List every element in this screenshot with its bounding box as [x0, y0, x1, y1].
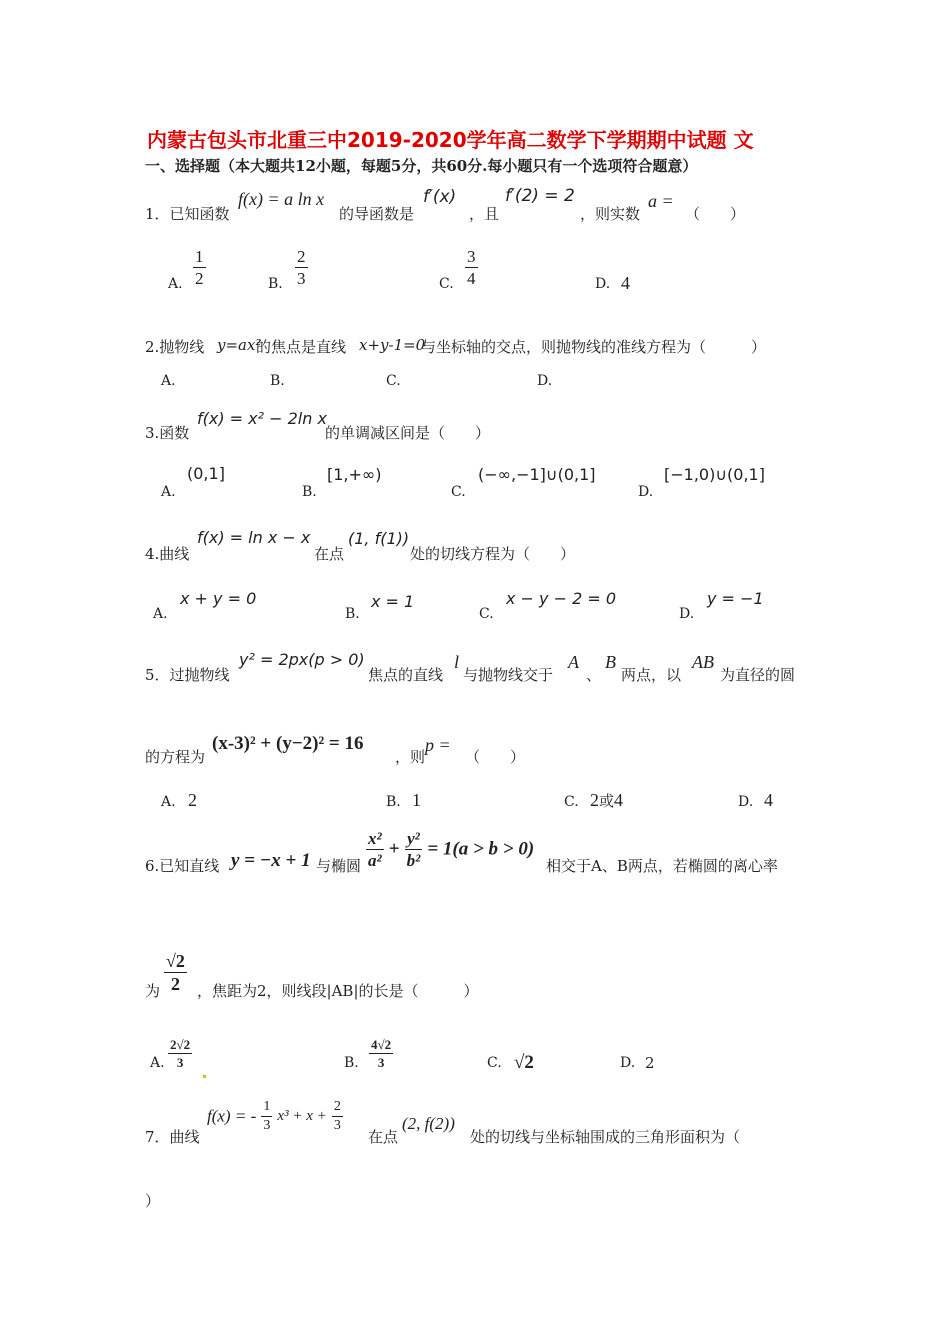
q4-text-tail: 处的切线方程为（ ）	[410, 545, 576, 563]
q5-option-d-value: 4	[764, 790, 773, 810]
section-heading: 一、选择题（本大题共12小题，每题5分，共60分.每小题只有一个选项符合题意）	[145, 157, 698, 175]
q5-answer-paren: （ ）	[465, 748, 526, 766]
q5-point-a: A	[568, 652, 579, 672]
q2-text-tail: 与坐标轴的交点，则抛物线的准线方程为（ ）	[421, 338, 767, 356]
q2-option-b-label: B.	[270, 373, 285, 389]
q2-parabola: y=ax²	[217, 336, 262, 354]
q1-text-mid: 的导函数是	[339, 205, 415, 223]
q7-function: f(x) = - $\frac{1}{3}$ x³ + x + $\frac{2}{3}$	[207, 1099, 341, 1133]
q7-point: (2, f(2))	[402, 1114, 455, 1133]
q5-text-then: ，则	[395, 748, 426, 766]
q4-option-c-label: C.	[479, 606, 494, 622]
q6-option-d-label: D.	[620, 1055, 636, 1071]
q4-option-c-value: x − y − 2 = 0	[506, 589, 617, 608]
q2-option-c-label: C.	[386, 373, 401, 389]
q1-function: f(x) = a ln x	[238, 189, 325, 209]
q6-line-equation: y = −x + 1	[231, 850, 311, 871]
q6-line2-prefix: 为	[145, 982, 161, 1000]
q5-line2-prefix: 的方程为	[145, 748, 206, 766]
q6-option-b-value: $\frac{4√2}{3}$	[371, 1037, 392, 1070]
q3-text-tail: 的单调减区间是（ ）	[325, 424, 491, 442]
q1-derivative: f′(x)	[423, 187, 457, 207]
q2-option-a-label: A.	[161, 373, 176, 389]
q4-option-a-label: A.	[153, 606, 168, 622]
q5-option-b-label: B.	[386, 794, 401, 810]
q5-option-a-label: A.	[161, 794, 176, 810]
q4-option-a-value: x + y = 0	[180, 589, 257, 608]
q5-segment-ab: AB	[692, 652, 714, 672]
q7-text-at: 在点	[368, 1128, 399, 1146]
q1-text-tail: ，则实数	[580, 205, 641, 223]
q6-ellipse-equation: $\frac{\text{x²}}{\text{a²}}$ + $\frac{\text{y²}}{\text{b²}}$ = 1(a > b > 0)	[368, 829, 535, 870]
q6-text-tail: 相交于A、B两点，若椭圆的离心率	[546, 857, 778, 875]
q1-prefix: 1．已知函数	[145, 205, 230, 223]
q4-function: f(x) = ln x − x	[197, 528, 311, 547]
q5-text-mid2: 与抛物线交于	[463, 666, 554, 684]
q1-option-b-label: B.	[268, 276, 283, 292]
q5-line-l: l	[454, 652, 460, 672]
q3-option-c-value: (−∞,−1]∪(0,1]	[478, 465, 596, 484]
q5-point-b: B	[605, 652, 616, 672]
q1-option-a-label: A.	[168, 276, 183, 292]
q1-condition: f′(2) = 2	[505, 186, 575, 206]
q5-text-mid3: 两点，以	[621, 666, 682, 684]
q3-prefix: 3.函数	[145, 424, 190, 442]
q5-option-d-label: D.	[738, 794, 754, 810]
q2-option-d-label: D.	[537, 373, 553, 389]
q3-option-b-label: B.	[302, 484, 317, 500]
q4-option-b-label: B.	[345, 606, 360, 622]
q3-option-c-label: C.	[451, 484, 466, 500]
q1-option-b-value: $\frac{2}{3}$	[297, 247, 306, 288]
q5-prefix: 5．过抛物线	[145, 666, 230, 684]
q6-line2-text: ，焦距为2，则线段|AB|的长是（ ）	[197, 982, 479, 1000]
q3-option-a-label: A.	[161, 484, 176, 500]
q6-option-a-value: $\frac{2√2}{3}$	[170, 1037, 191, 1070]
q7-close-paren: ）	[145, 1192, 161, 1210]
q1-option-a-value: $\frac{1}{2}$	[195, 247, 204, 288]
q6-prefix: 6.已知直线	[145, 857, 220, 875]
q6-option-b-label: B.	[344, 1055, 359, 1071]
q6-text-mid: 与椭圆	[316, 857, 362, 875]
q3-option-b-value: [1,+∞)	[327, 465, 382, 484]
q1-option-c-value: $\frac{3}{4}$	[467, 247, 476, 288]
q5-variable-p: p =	[425, 735, 451, 755]
stray-mark	[203, 1075, 206, 1078]
q4-point: (1, f(1))	[348, 529, 410, 548]
q1-option-d-label: D.	[595, 276, 611, 292]
q4-option-d-label: D.	[679, 606, 695, 622]
q5-text-mid1: 焦点的直线	[368, 666, 444, 684]
q1-option-c-label: C.	[439, 276, 454, 292]
q1-answer-paren: （ ）	[685, 205, 746, 223]
q3-option-d-value: [−1,0)∪(0,1]	[664, 465, 765, 484]
q5-circle-equation: (x-3)² + (y−2)² = 16	[212, 733, 364, 754]
q5-text-tail: 为直径的圆	[720, 666, 796, 684]
q4-option-b-value: x = 1	[371, 592, 415, 611]
q4-text-mid: 在点	[314, 545, 345, 563]
q7-text-tail: 处的切线与坐标轴围成的三角形面积为（	[470, 1128, 741, 1146]
q5-sep: 、	[586, 666, 602, 684]
q6-eccentricity: $\frac{√2}{2}$	[166, 951, 185, 994]
q6-option-a-label: A.	[150, 1055, 165, 1071]
q5-option-c-label: C.	[564, 794, 579, 810]
q4-prefix: 4.曲线	[145, 545, 190, 563]
q6-option-d-value: 2	[645, 1054, 655, 1072]
q2-prefix: 2.抛物线	[145, 338, 205, 356]
q1-variable: a =	[648, 191, 674, 211]
q5-option-a-value: 2	[188, 790, 197, 810]
q1-text-and: ，且	[469, 205, 500, 223]
page-title: 内蒙古包头市北重三中2019-2020学年高二数学下学期期中试题 文	[147, 128, 754, 152]
q7-prefix: 7．曲线	[145, 1128, 200, 1146]
q3-function: f(x) = x² − 2ln x	[197, 409, 327, 428]
q3-option-d-label: D.	[638, 484, 654, 500]
q2-text-mid: 的焦点是直线	[256, 338, 347, 356]
q1-option-d-value: 4	[621, 273, 630, 293]
q2-line: x+y-1=0	[359, 336, 426, 354]
q5-parabola: y² = 2px(p > 0)	[239, 650, 365, 669]
q6-option-c-value: √2	[514, 1052, 534, 1073]
q6-option-c-label: C.	[487, 1055, 502, 1071]
q3-option-a-value: (0,1]	[187, 464, 225, 483]
q5-option-b-value: 1	[412, 790, 421, 810]
q5-option-c-value: 2或4	[590, 790, 624, 810]
q4-option-d-value: y = −1	[707, 589, 764, 608]
